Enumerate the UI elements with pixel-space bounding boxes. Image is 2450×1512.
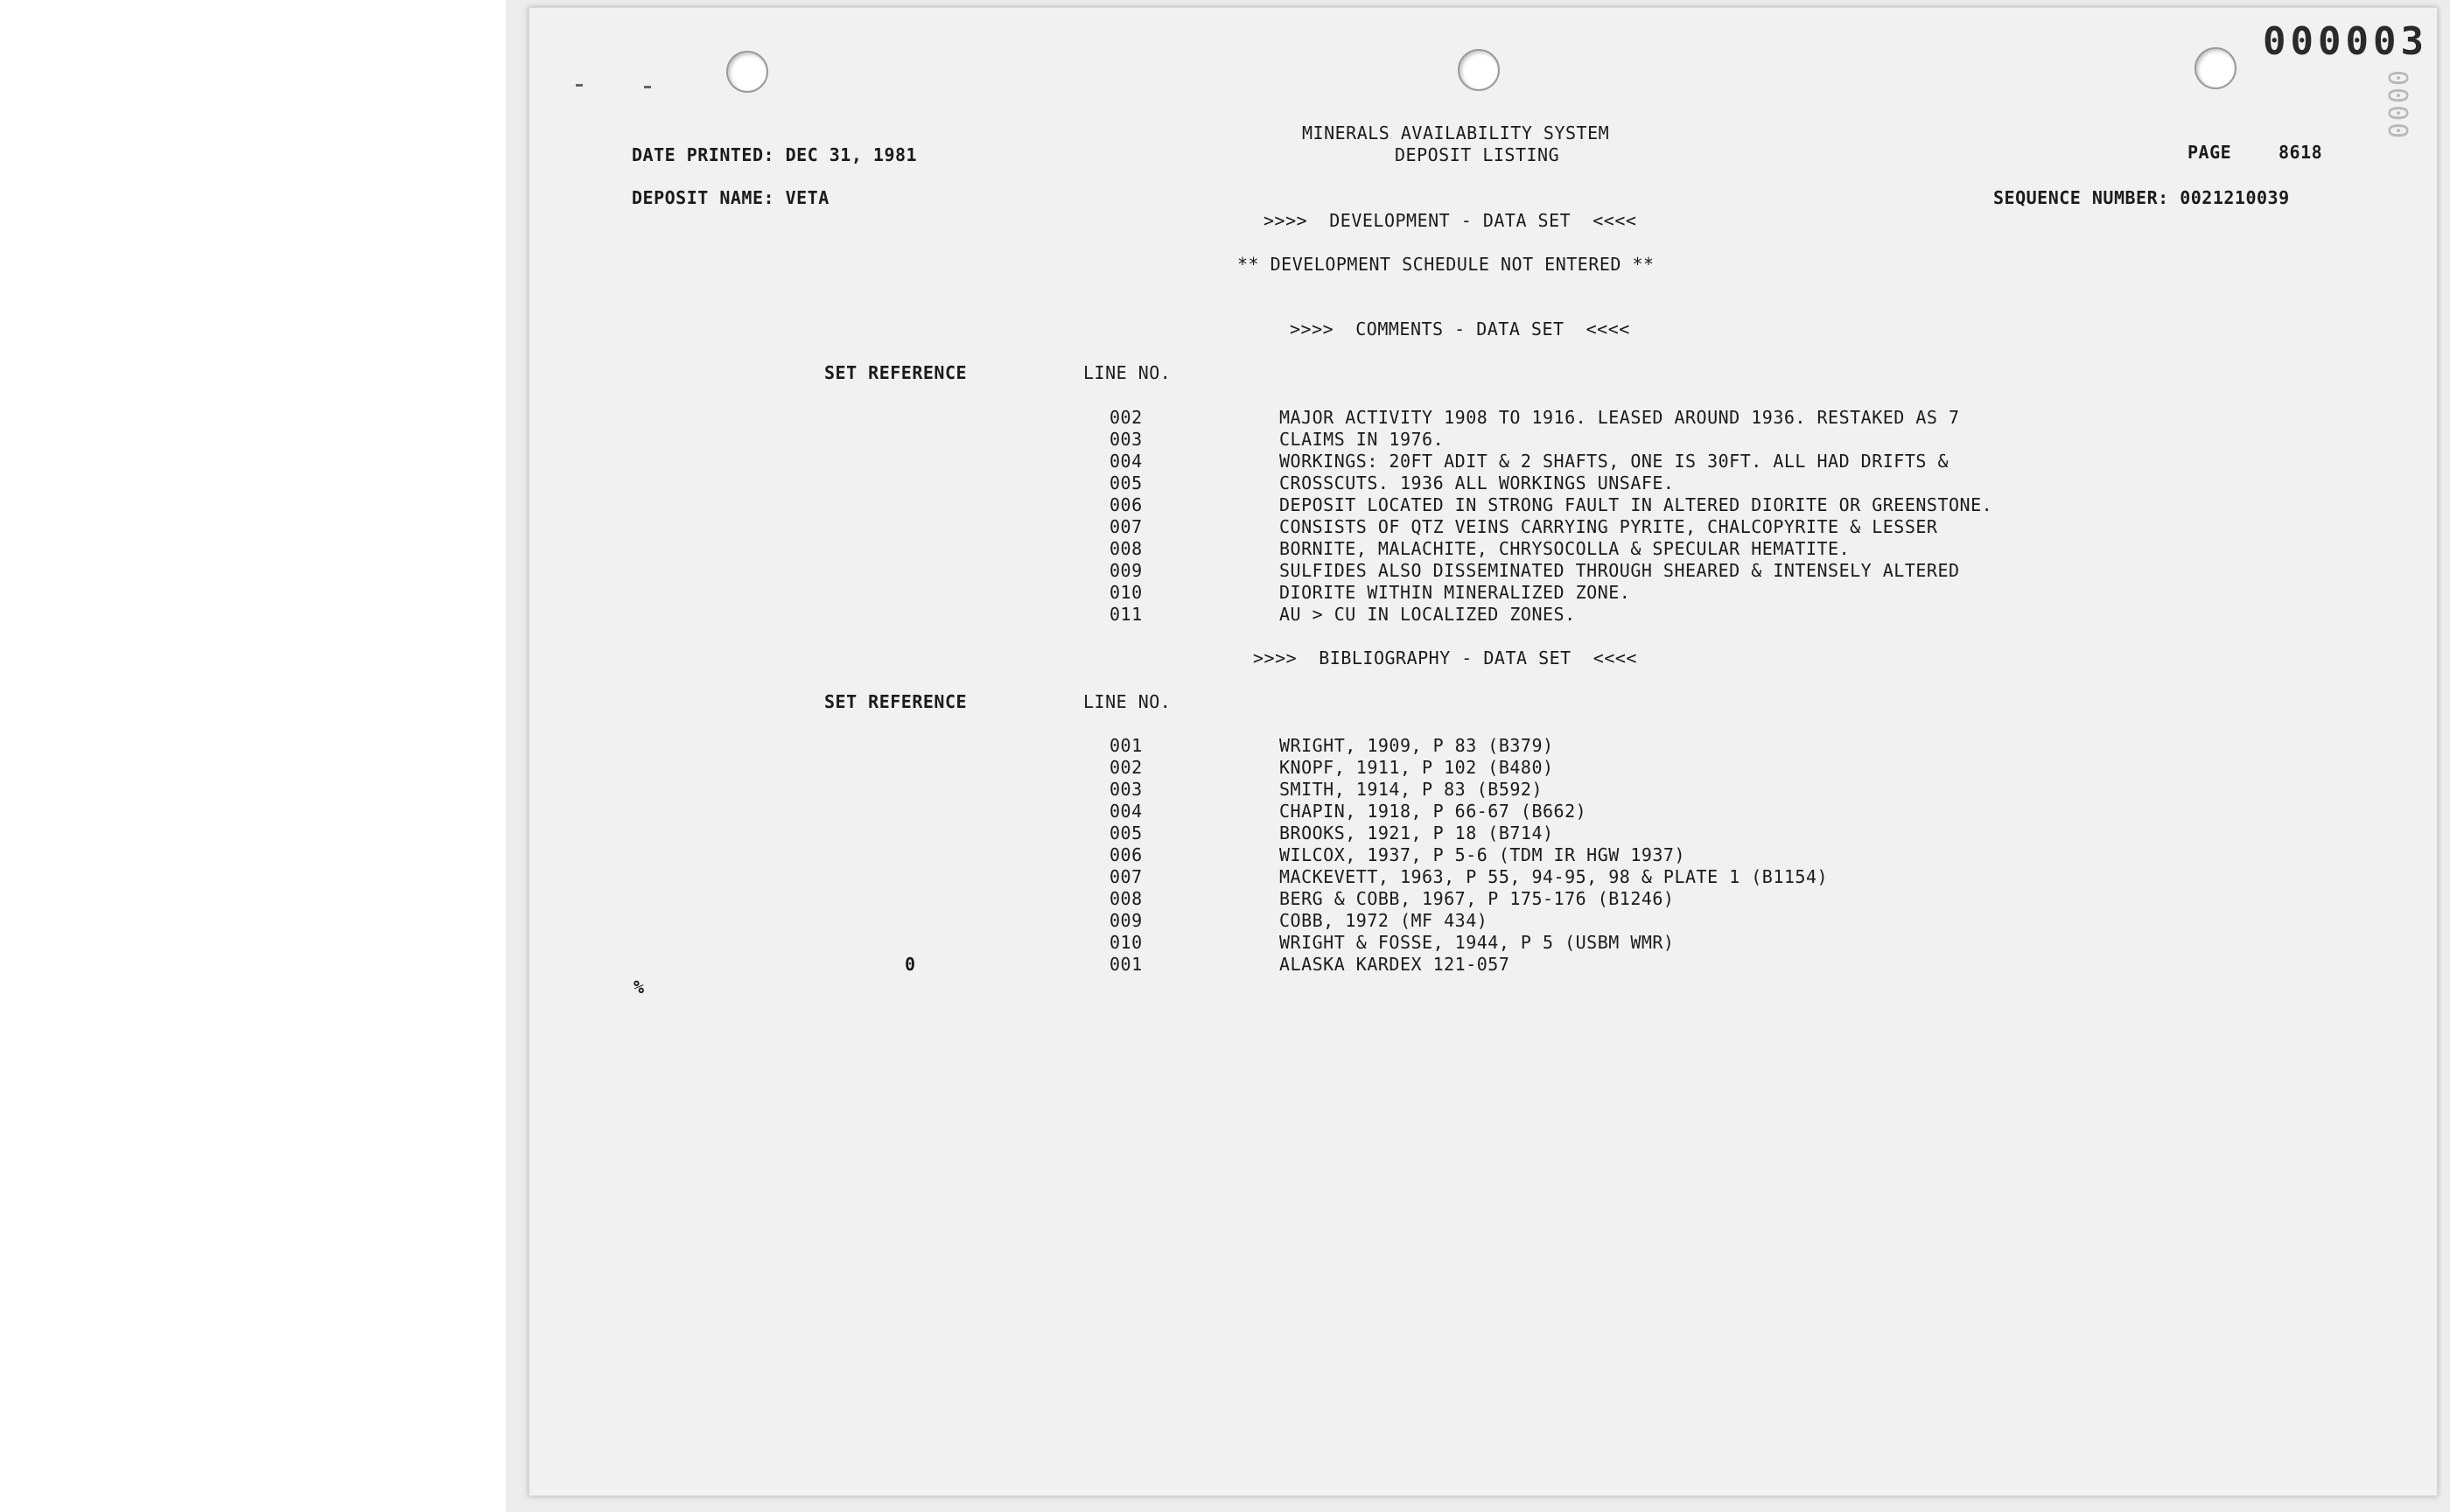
- line-text: AU > CU IN LOCALIZED ZONES.: [1279, 604, 1576, 625]
- comments-col-set-reference: SET REFERENCE: [824, 362, 968, 383]
- line-text: BERG & COBB, 1967, P 175-176 (B1246): [1279, 888, 1675, 909]
- bibliography-col-line-no: LINE NO.: [1083, 691, 1172, 712]
- table-row: [0, 560, 2450, 582]
- development-section-title: >>>> DEVELOPMENT - DATA SET <<<<: [1264, 210, 1637, 231]
- table-row: [0, 516, 2450, 538]
- table-row: [0, 954, 2450, 976]
- punch-hole-left: [726, 51, 768, 93]
- line-number: 007: [1110, 516, 1143, 537]
- line-number: 008: [1110, 888, 1143, 909]
- table-row: [0, 735, 2450, 757]
- line-text: WORKINGS: 20FT ADIT & 2 SHAFTS, ONE IS 30FT. ALL HAD DRIFTS &: [1279, 451, 1950, 472]
- percent-mark: %: [634, 976, 645, 998]
- table-row: [0, 910, 2450, 932]
- line-text: SULFIDES ALSO DISSEMINATED THROUGH SHEARED & INTENSELY ALTERED: [1279, 560, 1960, 581]
- table-row: [0, 407, 2450, 429]
- document-stamp-number: 000003: [2263, 19, 2428, 64]
- line-number: 001: [1110, 735, 1143, 756]
- line-text: WRIGHT & FOSSE, 1944, P 5 (USBM WMR): [1279, 932, 1675, 953]
- table-row: [0, 844, 2450, 866]
- line-number: 007: [1110, 866, 1143, 887]
- line-text: MACKEVETT, 1963, P 55, 94-95, 98 & PLATE 1 (B1154): [1279, 866, 1829, 887]
- table-row: [0, 429, 2450, 451]
- line-number: 008: [1110, 538, 1143, 559]
- line-number: 002: [1110, 757, 1143, 778]
- bibliography-col-set-reference: SET REFERENCE: [824, 691, 968, 712]
- set-reference-value: 0: [905, 954, 916, 975]
- line-number: 003: [1110, 429, 1143, 450]
- line-number: 006: [1110, 844, 1143, 865]
- line-number: 005: [1110, 472, 1143, 494]
- punch-hole-center: [1458, 49, 1500, 91]
- line-text: CHAPIN, 1918, P 66-67 (B662): [1279, 801, 1587, 822]
- line-text: BROOKS, 1921, P 18 (B714): [1279, 822, 1554, 844]
- table-row: [0, 888, 2450, 910]
- table-row: [0, 822, 2450, 844]
- line-number: 004: [1110, 801, 1143, 822]
- table-row: [0, 472, 2450, 494]
- page-label: PAGE: [2188, 142, 2232, 163]
- table-row: [0, 757, 2450, 779]
- line-number: 004: [1110, 451, 1143, 472]
- line-number: 005: [1110, 822, 1143, 844]
- scan-speck: [576, 84, 583, 87]
- table-row: [0, 779, 2450, 801]
- table-row: [0, 451, 2450, 472]
- line-text: WILCOX, 1937, P 5-6 (TDM IR HGW 1937): [1279, 844, 1686, 865]
- line-text: DIORITE WITHIN MINERALIZED ZONE.: [1279, 582, 1631, 603]
- sequence-number: SEQUENCE NUMBER: 0021210039: [1993, 187, 2290, 208]
- table-row: [0, 932, 2450, 954]
- listing-title: DEPOSIT LISTING: [1395, 144, 1560, 165]
- line-number: 011: [1110, 604, 1143, 625]
- table-row: [0, 494, 2450, 516]
- line-number: 001: [1110, 954, 1143, 975]
- comments-section-title: >>>> COMMENTS - DATA SET <<<<: [1290, 318, 1630, 340]
- line-text: DEPOSIT LOCATED IN STRONG FAULT IN ALTERED DIORITE OR GREENSTONE.: [1279, 494, 1993, 515]
- line-number: 002: [1110, 407, 1143, 428]
- line-text: BORNITE, MALACHITE, CHRYSOCOLLA & SPECULAR HEMATITE.: [1279, 538, 1851, 559]
- line-number: 010: [1110, 582, 1143, 603]
- bibliography-section-title: >>>> BIBLIOGRAPHY - DATA SET <<<<: [1253, 648, 1637, 668]
- line-text: CONSISTS OF QTZ VEINS CARRYING PYRITE, CHALCOPYRITE & LESSER: [1279, 516, 1938, 537]
- table-row: [0, 538, 2450, 560]
- line-number: 010: [1110, 932, 1143, 953]
- table-row: [0, 801, 2450, 822]
- line-text: COBB, 1972 (MF 434): [1279, 910, 1488, 931]
- date-printed: DATE PRINTED: DEC 31, 1981: [632, 144, 918, 165]
- page-number: 8618: [2278, 142, 2323, 163]
- line-text: ALASKA KARDEX 121-057: [1279, 954, 1510, 975]
- scan-speck: [644, 86, 651, 88]
- line-text: CROSSCUTS. 1936 ALL WORKINGS UNSAFE.: [1279, 472, 1675, 494]
- line-text: MAJOR ACTIVITY 1908 TO 1916. LEASED AROUND 1936. RESTAKED AS 7: [1279, 407, 1960, 428]
- line-number: 009: [1110, 910, 1143, 931]
- document-stamp-ghost: 0000: [2382, 70, 2412, 141]
- line-number: 006: [1110, 494, 1143, 515]
- development-note: ** DEVELOPMENT SCHEDULE NOT ENTERED **: [1237, 254, 1655, 275]
- line-text: SMITH, 1914, P 83 (B592): [1279, 779, 1543, 800]
- table-row: [0, 582, 2450, 604]
- line-text: CLAIMS IN 1976.: [1279, 429, 1445, 450]
- deposit-name: DEPOSIT NAME: VETA: [632, 187, 830, 208]
- table-row: [0, 604, 2450, 626]
- comments-col-line-no: LINE NO.: [1083, 362, 1172, 383]
- line-text: WRIGHT, 1909, P 83 (B379): [1279, 735, 1554, 756]
- line-text: KNOPF, 1911, P 102 (B480): [1279, 757, 1554, 778]
- punch-hole-right: [2194, 47, 2236, 89]
- table-row: [0, 866, 2450, 888]
- line-number: 003: [1110, 779, 1143, 800]
- system-title: MINERALS AVAILABILITY SYSTEM: [1302, 122, 1610, 144]
- line-number: 009: [1110, 560, 1143, 581]
